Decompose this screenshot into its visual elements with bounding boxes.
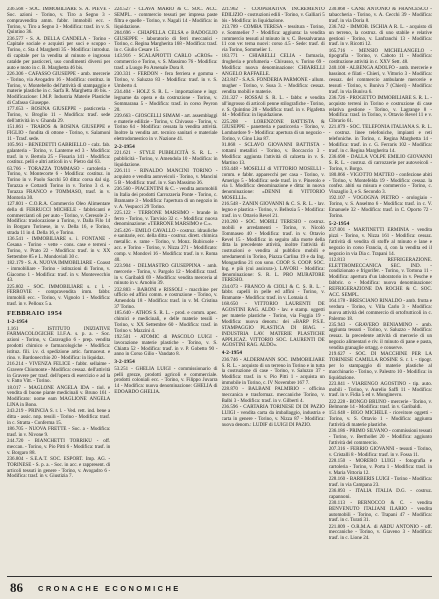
register-entry: 105.961 - BENEDETTI GABRIELLO - calz. fab. galanteria - Torino, v. Lanterne ed 3 - Modifica: trasf. in v. Bertola 25 - Fissaria 141 - Modifica: costituz. pelli e altri articoli in v. Pietro dal 63. xyxy=(7,141,111,166)
register-entry: 224.527 - CLAVA MARIO & C. SOC. ACC. SEMPL. - commercio tessuti per impresa paste filtra e quelle - Torino, v. Nagali 14 - Modifica: in liquidazione. xyxy=(114,7,218,30)
register-entry: 232.883 - BARONI e RISSOLI - macchine per ufficio ed affini comm. e costruzione - Torino, v. Amendola 18 - Modifica: trasf. in v. M. Cristina 37 Torino. xyxy=(114,286,218,311)
register-entry: 230.113 - BERNOCCO & C. - vendita BENVENUTO ITALIANI ILARIO - vendita automobili - Torino, c. Trapani 47 - Modifica: trasf. in c. Turati 31. xyxy=(328,499,432,524)
register-entry: 127.801 - C.O.R.A. Commercio Oleo Alimentare della di FERRUCCI MICHELE - fabbricanti e commercianti oli per auto - Torino, v. Ceresole 2 - Modifica: traslocazione a Torino, v. Dalla Filo 14 in Borgaro Torinese, in v. Della 16, e Torino, strada 11 in d. Della 16, e Torino. xyxy=(7,200,111,237)
register-entry: 185.640 - ATHOS S. R. L. - prod. e comm. apec. chimici e medicinali, e delle materie tessili - Torino, v. XX Settembre 60 - Modifica: trasf. in Torino v. Mazzini 4. xyxy=(114,310,218,334)
register-entry: 151.648 - BIGO MICHELE - ricevitore oggetti - Torino, v. S. Ottavio 1 - Modifica: aggiunta l'attività di materie plastiche. xyxy=(328,410,432,429)
register-entry: 192.107 - VOGOGNA PIETRO - orologiaio - Torino, v. S. Anselmo 6 - Modifica: trasf. in c. V. Emanuele 32 - Modifica: trasf. in C. Oporto 72 - Torino. xyxy=(328,195,432,219)
register-entry: 236.726 - PROGETTO IMMOBILIARE S. R. L. - acquisto terreni in Torino e costruzione di case relativa gestione - Torino, v. Lagrange 8 - Modifica: trasf. in Torino, v. Ottavio Revel 11 e v. Cibrario 61. xyxy=(328,94,432,125)
register-entry: 235.943 - GRAVERO BENIAMINO - amb. aggiunta tessuti - Torino, v. Saluzzo - Modifica: cessaz. la precedente attività di mercerie di un negozio alimentari e riv. il minuto di pane e pasta, vendita granaglie ortagg. e conserve. xyxy=(328,321,432,352)
register-entry: 222.228 - BONGO BRUNO - mercerie - Torino, v. Belmonte 14 - Modifica: trasf. in v. Garibaldi. xyxy=(328,398,432,411)
register-entry: 1.161 - ISTITUTO INIZIATIVE FARMACOLOGICHE I.I.F.A. s. p. a. - Soc. azioni - Torino, v. Caravaglio 6 - prep. vendita prodotti chimico e farmacologiche - Modifica: istituz. fili. i.v. d. spedizione artic. farmaceut. e rino. v. Bardonecchio 20 - Modifica: in liquidaz. xyxy=(7,325,111,361)
date-heading: 3-2-1954 xyxy=(114,359,135,366)
register-entry: 143.916 - SCALAPIOTTI CARLO «CROS» - commercio e Torino, v. S. Massimo 76 - Modifica: trasf. a Luogo Po Arsenale Dora 8. xyxy=(114,53,218,72)
register-entry: 236.596 - CARTARIA TORINESE DI DI PAZIO LUIGI - vendita carta da imballaggio, industria e carta in genere - Torino, v. Nizza 87 - Modifica: nuova denom.: LUDIF di LUIGI DI PAZIO. xyxy=(221,404,325,428)
register-entry: 192.501 - ATOMIC di PASCOLO LUIGI - lavorazione materie plastiche - Torino, v. S. Chiatta 52 - Modifica: trasf. in v. P. Gobetto 90 - anno in Corso Gilio - Vandato 8. xyxy=(114,333,218,358)
register-entry: 236.746 - ALDERMANN SOC. IMMOBILIARE S. R. L. - acquisto di un terreno in Torino e in tutta la costruzione di case - Torino, v. Saluzzo 37 - Modifica: trasf. in v. Pio Pitti 1 - acquista un immobile in Torino, c. IV Novembre 167 7. xyxy=(221,356,325,387)
register-entry: 225.802 - SOC. IMMOBILIARE s. r. l. - FERROVIE - compravendita imm. fabbr. immobili ecc. - Torino, v. Vignolo 1 - Modifica: trasf. in v. Pelloux 5 a. xyxy=(7,283,111,308)
footer-rule xyxy=(7,576,432,577)
register-entry: 213.789 - COMBA TERESA - tessitura - Torino, v. Sommelier 7 - Modifica: aggiunta: la vendita commercio tessuti al minuto in v. C. Bessalvarana 11 con ve: terna nuovi: corso 4.5 - Sede: trasf. di via Torino, Sommelier 1. xyxy=(221,23,325,54)
date-heading: 4-2-1954 xyxy=(221,350,243,357)
register-entry: 91.868 - SCLAVO GIOVANNI BATTISTA - rottami metallici - Torino, v. Boccaccio 3 - Modifica: aggiunta l'attività di calzetta in v. S. Martino 13. xyxy=(221,142,325,166)
register-entry: 244.720 - BIANCHETTI TORRIKU - off. meccan. - Torino, v. Pio Pitti 6 - Modifica: trasf. in v. Borgaro 88. xyxy=(7,438,111,456)
register-entry: 219.627 - SOC. DI MACCHINE PER LA TORINESE CAMILLA ROSINE S. r. l. - tipogr. per lo stampaggio di materie plastiche al macchinario - Torino, v. Palestro 10 - Modifica: in liquidazione. xyxy=(328,351,432,381)
section-heading: FEBBRAIO 1954 xyxy=(7,310,63,317)
register-entry: 63.766 - TORAZZA TOMMASO - cartoleria - Torino, v. Montecorte 6 - Modifica: costituz. in Torino in v. Paolo Sacchi 50 ditta: corsa dal sig. Torazza e Cottardi Torino in v. Torino 3 d. e. Torazza FRANCO e TOMMASO, trasf. in v. Montoria 30. xyxy=(7,165,111,201)
register-entry: 223.904 - DELMASTRO GIUSEPPINA - amb. mercerie - Torino, v. Pargolo 12 - Modifica: trasf. in v. Garibaldi 69 - Modifica: vendita merceria al minuto in v. Arnobio 39. xyxy=(114,262,218,287)
register-entry: 245.426 - EMILO CAVALLO - costruz. idrauliche e sanitarie, ecc. della ditta - costruz. dirett. chimica metallic. e. rame - Torino, v. Monz. Rubicuole - acc. e Torino - Torino, v. Nizza 271 - Modificato: comp. v. Mondovì 16 - Modifica: trasf. in v. Roma 40. xyxy=(114,227,218,263)
register-entry: 236.698 - DALLA VOLPE EMILIO GIOVANNI S. R. L. - costruz. di carrozzerie per autoveicoli - Torino, v. Borgo. xyxy=(328,153,432,172)
text-columns xyxy=(7,7,432,572)
register-entry: 228.150 - MORERO LUIGI - fotografia e cartoleria - Torino, v. Porta 1 - Modifica: trasf. in v. Maria Vittoria 12. xyxy=(328,458,432,476)
column-1 xyxy=(7,7,110,572)
register-entry: 225.208 - LORENZONE BATTISTA & GIUSEPPE - panetteria e pasticceria - Torino, v. Lombardore 9 - Modifica: apertura di un negozio - Torino, v. Gino Lisa 87. xyxy=(221,118,325,143)
register-entry: 165.716 - MENSIO MICHELANGELO - tipografia - Torino, v. Caboto 11 - Modifica: costituzione attività in c. XXV Sett. 48. xyxy=(328,47,432,66)
register-entry: 151.861 - TRABOS & ROSINA GIUSEPPE e FIGLIO - fondita di ottone - Torino, v. Salamoni 11 - Trasf. sede. xyxy=(7,124,111,142)
register-entry: 183.771 - CHIARELLI CELIA - farmacia, drogheria e profumeria - Chivasso, v. Torino 69 - Modifica: nuova denominazione: CHIARELLI ANGELO RAFFAELE. xyxy=(221,53,325,77)
register-entry: 207.316 - FERRIO GIOVANNI - tessuti - Torino, v. Cristalli 8 - Modifica: trasf. in v. Fossa 11. xyxy=(328,446,432,458)
register-entry: 136.541 - IMMOBILIARE s. i. FONTANE - Cesana - Torino - vette - cons. case e terreni - Torino, v. Prato 22 - Modifica: trasf. in v. XX Settembre 85 e L. Mondoviali 30 c. xyxy=(7,236,111,260)
register-entry: 221.621 - STYLE PUBBLICITÀ S. R. L. - pubblicità - Torino, v. Amendola 10 - Modifica: in liquidazione. xyxy=(114,150,218,169)
register-entry: 236.186 - PRIMO SILVANO - commissioni tessuti - Torino, v. Berthollet 20 - Modifica: aggiunto l'attività del commercio. xyxy=(328,428,432,446)
register-entry: 243.847 - S.A.S. FONDERIA PARMONE - allum. mugher - Torino, v. Susa 3. - Modifica: cessaz. vendita mobili e materie. xyxy=(221,77,325,95)
register-entry: 221.809 - O.R.M.A. di ARDU ANTONIO - off. meccaniche - Torino, v. Giaveno 3 - Modifica: trasf. in c. Lione 24. xyxy=(328,523,432,542)
register-entry: 240.108 - ALBENGA ADOLFO - amb. mercerie e bassinot. e filati - Chieri, v. Vittorio 3 - Modifica: cessaz. del commercio ambulante mercerie e tessuti - Torino, v. Buniva 7 (Chieri) - Modifica: trasf. in via Buniva 6. xyxy=(328,65,432,95)
register-entry: 226.306 - CAFASSO GIUSEPPE - amb. mercerie - Torino, via Avogadro 16 - Modifica: costituz. in Torino, v. Montebello dell'attività di stampaggio e materie plastiche in c. Sarfa R. Marghetta 46 bis. - Modificazione: I.M.P. Industria Materie Plastiche di Cafasso Giuseppe. xyxy=(7,70,111,107)
register-entry: 180.866 - VIGOTTO MATTEO - confezione abiti - Torino, v. Montefelda 19 - Modifica: cessaz. la confez. abiti su misura e commercio - Torino, c. Vinzaglio 3, e S. Secondo 3. xyxy=(328,171,432,196)
page-footer xyxy=(0,574,439,599)
register-entry: 193.448 - MOSELLI di VITTORIO MOSELLI - comm. e fabbr. apparecchi per casa - Torino, v. Amerigo 5 - Modifica: sede trasf. in v. Pinerolo e via 1. Modifica: denominazione e ditta: in nuova denominazione: «DENNI di VITTORIO MOSELLI». xyxy=(221,165,325,202)
register-entry: 223.841 - VIARENGO AGOSTINO - tip. auto. mobili - Torino, v. Aurelio Saffi 11 - Modifica: trasf. in v. Fidia 5 ed v. Monginevro. xyxy=(328,380,432,399)
register-entry: 234.404 - HOLZ S. R. L. - importazione e ingr. legname da opera e da costruzione - Torino, v. Sommarana 5 - Modifica: trasf. in corso Peyron 20. xyxy=(114,89,218,113)
register-entry: 221.879 - SOC. TELEFONIA ITALIANA S. R. L. - costruz. linee telefoniche, impianti e reti telefoniche. in Torino, c. Regina Marghetta 14 - Modifica: trasf. in c. G. Ferraris 102 - Modifica: trasf. in c. Regina Margherita 14. xyxy=(328,124,432,154)
date-heading: 5-2-1954 xyxy=(328,220,350,227)
register-entry: 164.178 - BRESCIANO RINALDO - amb. frutta e verdura - Torino, v. Villa Carlo 3 - Modifica: nuova attività del commercio di ortofrutticoli in c. Palermo 18. xyxy=(328,297,432,322)
register-entry: 226.111 - RINALDO MANCINI TORINO - acquisto e vendita autoveicoli - Torino, v. Mancini 5 B - Modifica: trasf. in v. San Massimo 36. xyxy=(114,168,218,186)
register-entry: 182.179 - S. A. NUOVA IMMOBILIARE - Coasst - immobiliare - Torino - istituzioni di Torino, v. Giacomo 1 - Modifica: trasf. in v. Montevecchio 43. xyxy=(7,259,111,284)
register-entry: 230.331 - FERDON - fera ferriera e gomma - Torino, v. Saluzzo 83 - Modifica: trasf. in v. S. Umberto 4. xyxy=(114,71,218,89)
register-entry: 177.653 - ROSINA GIUSEPPE - pasticceria - Torino, v. Broglio 11 - Modifica: trasf. sede dell'attività in v. Ghanda 29. xyxy=(7,106,111,124)
register-entry: 228.870 - BALBANI PALMIRIO - officina meccanica e trasformaz. meccaniche Torino, v. Balbi 3 - Modifica: trasf. in v. Gilberti 4. xyxy=(221,386,325,404)
register-entry: 204.696 - CHIAPELLA CELSA e BADOGLIO GIUSEPPE - laboratorio di ferri meccanici - Torino, c. Regina Margherita 168 - Modifica: trasf. in c. Giulio Cesare 15. xyxy=(114,29,218,54)
date-heading: 2-2-1954 xyxy=(114,143,135,150)
register-entry: 237.001 - MARTINETTI ERMINIA - vendita pizzi - Torino, v. Nizza 161 - Modifica: cessaz. l'attività di vendita di stoffe al minuto e lane e negozio in corso Francia, 4, con la vendita ed il negozio in via Dia c. Trapani 14. xyxy=(328,227,432,257)
register-entry: 236.893 - ITALIA ITALIA D.G. - costruz. capannoni. xyxy=(328,487,432,500)
register-entry: 216.548 - ZANIN GIOVANNI & C. S. R. L. - lav. legno e plastica - Torino, v. Bellezia 5 - Modifica: trasf. in v. Ottavio Revel 21. xyxy=(221,201,325,219)
column-3 xyxy=(222,7,325,572)
register-entry: 228.160 - BARBERIS LUIGI - Torino - Modifica: trasf. in via Campana 23. xyxy=(328,475,432,488)
register-entry: 210.260 - SOC. MOBILI TERESIO - costruz. mobili e arredamenti - Torino, v. Nicolò Tommaseo 40 - Modifica: trasf. in v. Ottavio Revel 15 - Modifica: in seguito alla morte della ditta la precedente attività, inoltre l'attività di costruzioni e vendita al pubblico mobili e arredamenti in Torino, Piazza Carlina 19 e da Ing. Mongardino 21 con sono. COOP. S. COOP. SOC. Ing. e più (cui assicura-). LAVORI - Modifica: denominazione: S. R. L. PRO MURATORE TERESIO. xyxy=(221,219,325,284)
register-entry: 236.742 - IMMOB. ISCHIA A R. L. - acquisto di un terreno, la costruz. di uno stabile e relative gestioni - Torino, v. Lanfranchi 13 - Modifica: trasf. in v. Ricotti 12. xyxy=(328,23,432,48)
register-entry: 221.962 - COOPERATIVA INCREMENTO EDILIZIO - costruzioni edili - Torino, v. Galliari 5 bis - Modifica: in liquidazione. xyxy=(221,7,325,24)
register-entry: 236.804 - S.E.A.T. SOC. ESPORT. Imp. AG. - TORINESE - S. p. a. - Soc. in acc. e rappresent. di articoli tessuti in genere - Torino, v. Avogadro 6 - Modifica: trasf. in v. Giustizia 7. xyxy=(7,455,111,480)
date-heading: 1-2-1954 xyxy=(7,319,28,325)
register-entry: 186.705 - NUOVA FRETTE - Soc. a - Modifica: trasf. in v. Nivone 9. xyxy=(7,426,111,438)
page-number: 86 xyxy=(10,580,23,595)
register-entry: 239.663 - GIOSCELLI SIMAM - art. assemblaggi e materie edilizie - Torino, v. Chivasso - Torino, v. Torino 64 - Modifica: cessata la vendita attività. Inoltre la vendita art. tecnico sanitari e materiale elettrodomestico in v. Nazione 41. xyxy=(114,112,218,143)
register-entry: 236.577 - S. A. DELLA CANDELA - Torino - Capitale sociale e acquisti per soci e scoppo - Torino, c. Sta 4 Marghetti 35 - Modifica: introduz. di capitale per la vendita al minuto e ingrosso catalde per pasticceri, uso condimenti diversi per auto e moto in c. B. Marghetta 46 bis. xyxy=(7,35,111,71)
register-entry: 53.251 - GHELIA LUIGI - commissionario di pelli grezze, prodotti agricoli e commerciale. prodotti coloniali ecc. - Torino, v. Filippo Juvarra 14 - Modifica: nuova denominazione: GHELIA di EDOARDO GHELIA. xyxy=(114,365,218,396)
register-entry: 231.327 - ROSSAI S. R. L. - fabbr. e vendita all'ingrosso di articoli penne stilografiche - Torino, v. S. Quintino 28 - Modifica: trasf. in v. Pigafetta 44 - Modifica: in liquidazione. xyxy=(221,94,325,119)
register-entry: 234.073 - FRANCO & CIOLI & C. S. R. L. - fabbr. capelli in pelle ed affini - Torino, v. Bramante - Modifica: trasf. in v. Lomaia 4. xyxy=(221,283,325,302)
running-title: CRONACHE ECONOMICHE xyxy=(38,584,181,593)
column-2 xyxy=(114,7,217,572)
register-entry: 168.650 - VITTORIO LAURENTI DE AGOSTINI RAG. ALDO - lav. e stamp. oggetti per materie plastiche - Torino, via Foggia 19 - Modifica: nuova denom.: dei «BARP P.S.E. STAMPAGGIO PLASTICA DI BIAG. - INDUSTRIA LAV. MATERIE PLASTICHE APPLICAZ. VITTORIO SOC. LAURENTI DE AGOSTINI RAG. ALDO». xyxy=(221,301,325,349)
column-4 xyxy=(329,7,432,572)
register-entry: 243.219 - PRINCIA S. r. l. - Ved. rett. ind. bene a ditta - assic. nnp. tessili - Torino - Modifica: trasf. in c. Stratta - Conferma 15. xyxy=(7,408,111,426)
register-entry: 112.813 - REFRIGERAZIONE. ELETTROMECCANICA SEC. IND. - condizionato e frigorifer. - Torino, v. Tortona 11 - Modifica: apertura d'un laboratorio in v. Pesche e fabbric. o - Modifica: nuova denominazione: REFRIGERAZIONE DA ROCHE & C. SOC. ACC. SEMPL. xyxy=(328,256,432,298)
register-entry: 230.868 - CANE ANTONIO & FRANCESCO - tabaccheria - Torino, v. A. Cecchi 39 - Modifica: trasf. in via Doria 8. xyxy=(328,7,432,24)
register-entry: 18.017 - MAGLONE ANGELA IDA - tiol. e vendita di buone piante medicinali v. Bruno 161 - Modificato: nome eam MAGLIONE ANGELA LINA in Bono. xyxy=(7,384,111,409)
register-entry: 216.214 - VIVENZA FELICE - fabbr. sellaime - Gravere Chiomonte - Modifica: cessaz. dell'attività in Gravere per trasf. dell'opera di esercizio e ad la v. Fatto Vitt. - Torino. xyxy=(7,360,111,385)
register-entry: 225.122 - TERRONE MARSIMO - brande in ferro - Torino, v. Tarvisio 32 c. - Modifica: nuova denominazione: «TERRONE MARSIMO e C.». xyxy=(114,209,218,228)
register-entry: 236.560 - PIACENTINI & C. - vendita automobili in Italia dei prodotti Carrozzeria Ponte - Torino, c. Bramante 3 - Modifica: l'apertura di un negozio in v. A. Vespucci 29 Torino. xyxy=(114,186,218,210)
register-entry: 236.568 - SOC. IMMOBILIARE S. A. PIEVE - Soc. azioni - Torino, v. Tiro a Segno 3 - compravendita amm. fabbr. immobili ecc. - Torino, v. Tiro a Segno 3 - Modifica: trasf. in v. S. Quintino 36. xyxy=(7,7,111,36)
